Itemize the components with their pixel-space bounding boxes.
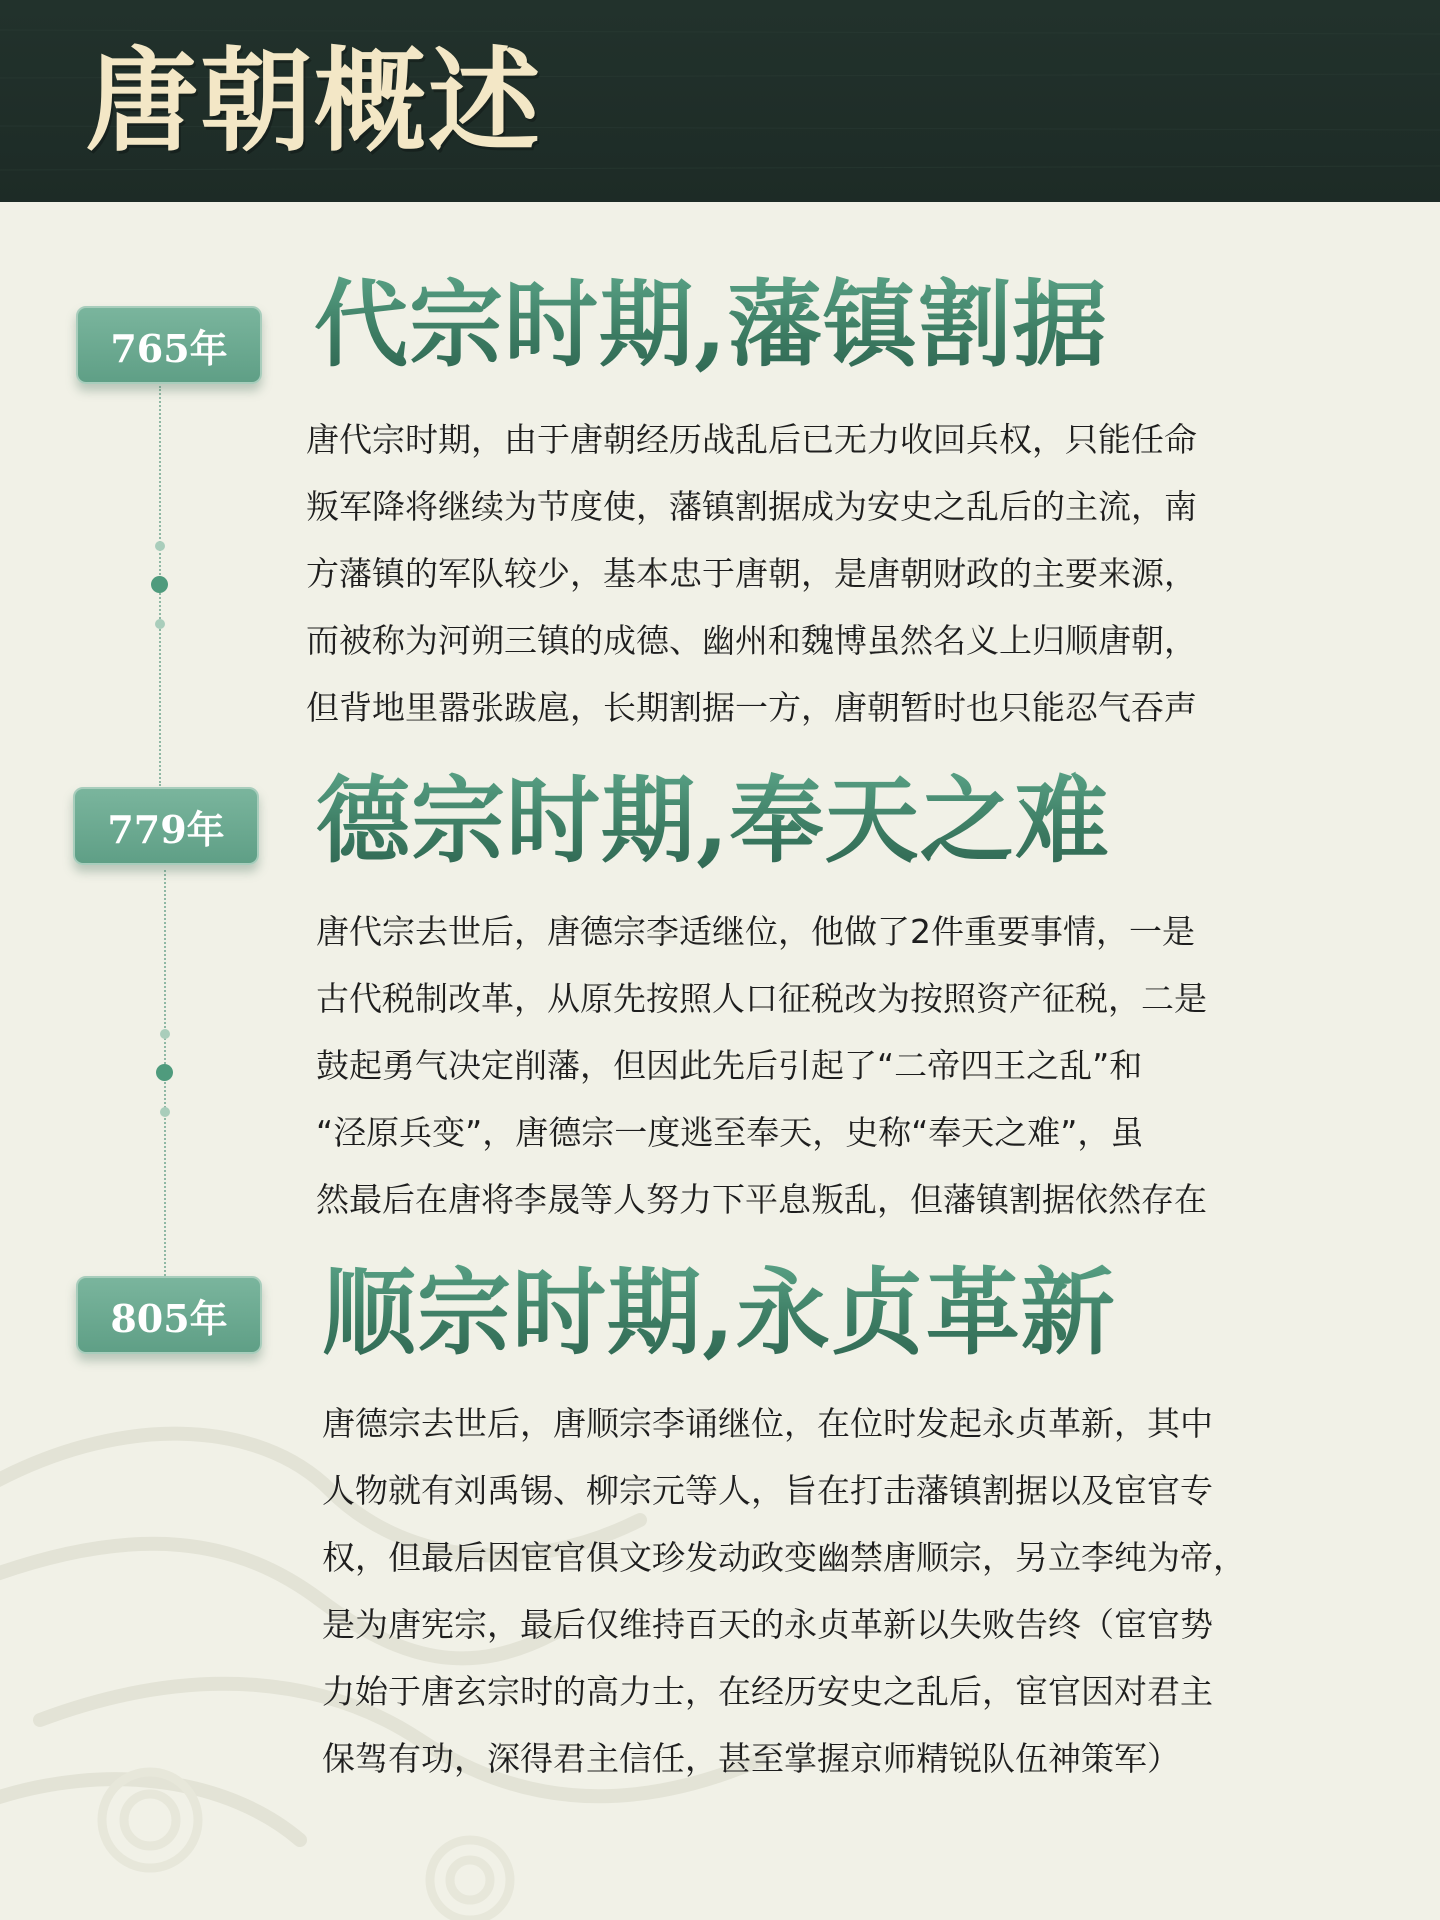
timeline-dot	[156, 1064, 173, 1081]
year-badge	[76, 306, 262, 384]
section-heading: 顺宗时期,永贞革新	[322, 1258, 1116, 1368]
year-badge	[73, 787, 259, 865]
year-label: 779年	[107, 806, 225, 852]
page-title: 唐朝概述	[86, 36, 542, 167]
timeline-dot	[155, 619, 165, 629]
year-badge	[76, 1276, 262, 1354]
header-banner	[0, 0, 1440, 202]
section-body: 唐代宗去世后，唐德宗李适继位，他做了2件重要事情，一是 古代税制改革，从原先按照人口征税改为按照资产征税，二是 鼓起勇气决定削藩，但因此先后引起了“二帝四王之乱”和 “泾原兵变”，唐德宗一度逃至奉天，史称“奉天之难”，虽 然最后在唐将李晟等人努力下平息叛乱，但藩镇割据依然存在	[316, 912, 1207, 1219]
timeline-dot	[160, 1107, 170, 1117]
year-label: 765年	[110, 325, 228, 371]
timeline-dot	[160, 1029, 170, 1039]
year-label: 805年	[110, 1295, 228, 1341]
section-body: 唐代宗时期，由于唐朝经历战乱后已无力收回兵权，只能任命 叛军降将继续为节度使，藩镇割据成为安史之乱后的主流，南 方藩镇的军队较少，基本忠于唐朝，是唐朝财政的主要来源， 而被称为河朔三镇的成德、幽州和魏博虽然名义上归顺唐朝， 但背地里嚣张跋扈，长期割据一方，唐朝暂时也只能忍气吞声	[306, 420, 1197, 727]
timeline-dot	[151, 576, 168, 593]
section-heading: 代宗时期,藩镇割据	[314, 270, 1108, 380]
section-heading: 德宗时期,奉天之难	[316, 766, 1110, 876]
section-body: 唐德宗去世后，唐顺宗李诵继位，在位时发起永贞革新，其中 人物就有刘禹锡、柳宗元等人，旨在打击藩镇割据以及宦官专 权，但最后因宦官俱文珍发动政变幽禁唐顺宗，另立李纯为帝， 是为唐宪宗，最后仅维持百天的永贞革新以失败告终（宦官势 力始于唐玄宗时的高力士，在经历安史之乱后，宦官因对君主 保驾有功，深得君主信任，甚至掌握京师精锐队伍神策军）	[322, 1404, 1246, 1778]
timeline-dot	[155, 541, 165, 551]
